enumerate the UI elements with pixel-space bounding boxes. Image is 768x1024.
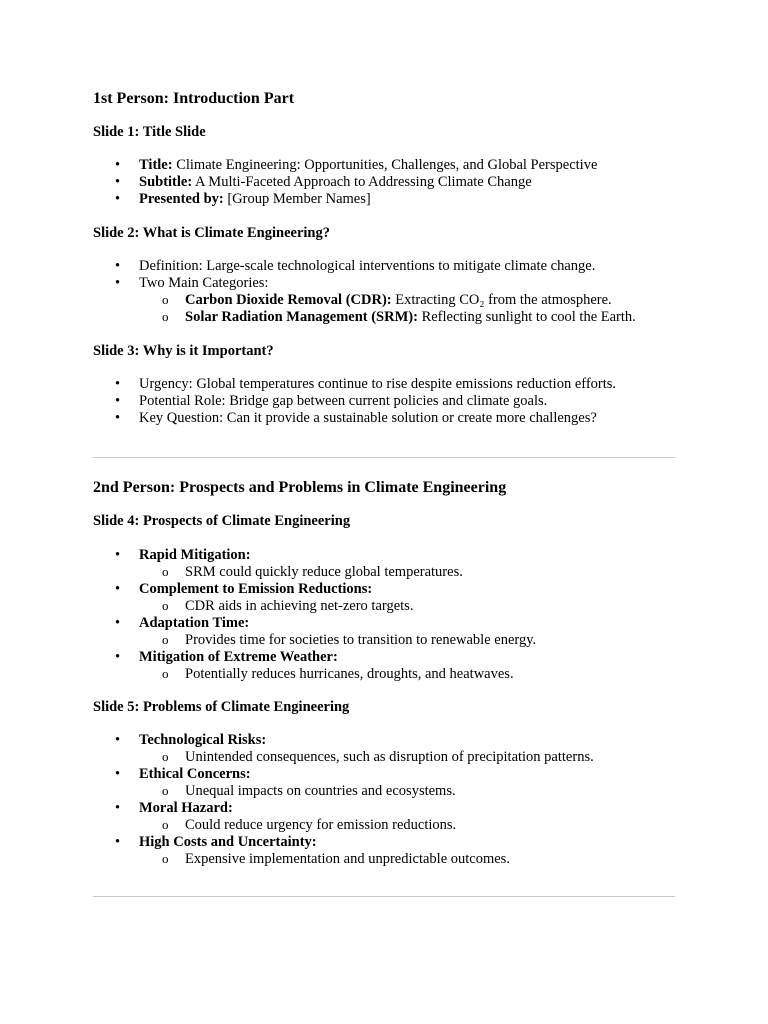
- slide2-title: Slide 2: What is Climate Engineering?: [93, 225, 330, 241]
- list-item: [93, 766, 594, 783]
- slide3-list: [93, 376, 616, 427]
- sub-list-item: o SRM could quickly reduce global temperatures.: [93, 564, 536, 581]
- sub-list-item: o Unintended consequences, such as disruption of precipitation patterns.: [93, 749, 594, 766]
- item-label: Technological Risks:: [139, 732, 267, 748]
- list-item: [93, 615, 536, 632]
- sub-list-item: o Unequal impacts on countries and ecosystems.: [93, 783, 594, 800]
- list-item: • Key Question: Can it provide a sustainable solution or create more challenges?: [93, 410, 616, 427]
- item-label: Solar Radiation Management (SRM):: [185, 309, 418, 325]
- slide2-list: [93, 258, 636, 326]
- item-label: Rapid Mitigation:: [139, 547, 251, 563]
- part1-heading: 1st Person: Introduction Part: [93, 90, 295, 107]
- item-label: High Costs and Uncertainty:: [139, 834, 317, 850]
- slide1-list: [93, 157, 597, 208]
- list-item: [93, 732, 594, 749]
- slide5-title: Slide 5: Problems of Climate Engineering: [93, 699, 350, 715]
- slide5-list: [93, 732, 594, 868]
- item-text: [Group Member Names]: [227, 191, 371, 207]
- item-text: Extracting CO₂ from the atmosphere.: [395, 292, 612, 308]
- sub-list-item: o Expensive implementation and unpredictable outcomes.: [93, 851, 594, 868]
- section-divider: [93, 457, 675, 458]
- sub-list-item: [93, 292, 636, 309]
- list-item: [93, 649, 536, 666]
- list-item: [93, 157, 597, 174]
- item-label: Complement to Emission Reductions:: [139, 581, 373, 597]
- item-label: Title:: [139, 157, 173, 173]
- list-item: • Two Main Categories:: [93, 275, 636, 292]
- list-item: [93, 191, 597, 208]
- list-item: • Definition: Large-scale technological interventions to mitigate climate change.: [93, 258, 636, 275]
- list-item: [93, 547, 536, 564]
- part2-heading: 2nd Person: Prospects and Problems in Climate Engineering: [93, 479, 507, 496]
- section-divider: [93, 896, 675, 897]
- item-text: Climate Engineering: Opportunities, Challenges, and Global Perspective: [176, 157, 598, 173]
- item-text: Reflecting sunlight to cool the Earth.: [421, 309, 636, 325]
- list-item: • Potential Role: Bridge gap between current policies and climate goals.: [93, 393, 616, 410]
- list-item: • Urgency: Global temperatures continue to rise despite emissions reduction efforts.: [93, 376, 616, 393]
- item-label: Ethical Concerns:: [139, 766, 251, 782]
- item-text: A Multi-Faceted Approach to Addressing Climate Change: [195, 174, 532, 190]
- sub-list-item: o Potentially reduces hurricanes, droughts, and heatwaves.: [93, 666, 536, 683]
- item-label: Mitigation of Extreme Weather:: [139, 649, 338, 665]
- sub-list-item: o CDR aids in achieving net-zero targets.: [93, 598, 536, 615]
- slide3-title: Slide 3: Why is it Important?: [93, 343, 274, 359]
- item-label: Moral Hazard:: [139, 800, 233, 816]
- slide4-title: Slide 4: Prospects of Climate Engineering: [93, 513, 351, 529]
- sub-list-item: o Provides time for societies to transition to renewable energy.: [93, 632, 536, 649]
- slide4-list: [93, 547, 536, 683]
- list-item: [93, 174, 597, 191]
- sub-list-item: [93, 309, 636, 326]
- list-item: [93, 581, 536, 598]
- item-label: Subtitle:: [139, 174, 193, 190]
- list-item: [93, 834, 594, 851]
- item-label: Adaptation Time:: [139, 615, 250, 631]
- item-label: Presented by:: [139, 191, 224, 207]
- sub-list-item: o Could reduce urgency for emission reductions.: [93, 817, 594, 834]
- item-label: Carbon Dioxide Removal (CDR):: [185, 292, 392, 308]
- slide1-title: Slide 1: Title Slide: [93, 124, 206, 140]
- list-item: [93, 800, 594, 817]
